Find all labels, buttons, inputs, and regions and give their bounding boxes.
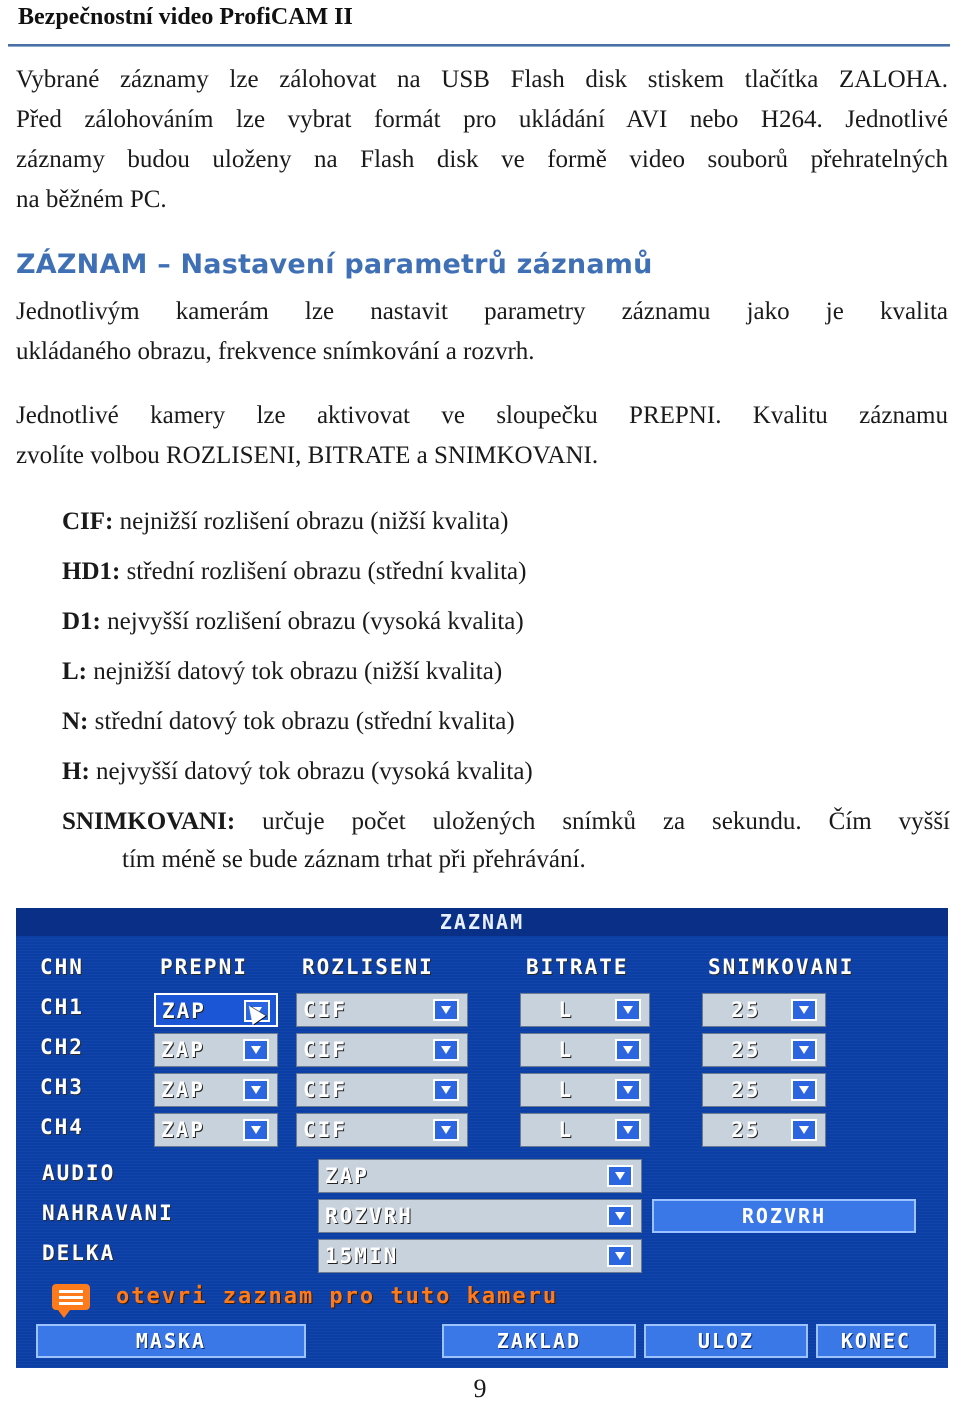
status-message: otevri zaznam pro tuto kameru	[116, 1284, 559, 1309]
dvr-menu-title: ZAZNAM	[16, 908, 948, 936]
dvr-delka-row	[32, 1236, 936, 1276]
chevron-down-icon[interactable]	[615, 999, 641, 1021]
prepni-select[interactable]	[154, 1073, 278, 1107]
section-paragraph-1	[16, 292, 948, 372]
definition-item	[62, 753, 950, 803]
bitrate-select[interactable]	[520, 1113, 650, 1147]
chevron-down-icon[interactable]	[615, 1119, 641, 1141]
definition-term: CIF:	[62, 508, 114, 535]
snimkovani-value: 25	[731, 1038, 761, 1062]
dvr-channel-row	[32, 1070, 936, 1110]
column-header-rozliseni: ROZLISENI	[302, 955, 434, 979]
dvr-nahravani-row	[32, 1196, 936, 1236]
bitrate-value: L	[558, 1038, 574, 1062]
definition-term: D1:	[62, 608, 101, 635]
chevron-down-icon[interactable]	[243, 1119, 269, 1141]
bitrate-select[interactable]	[520, 993, 650, 1027]
snimkovani-value: 25	[731, 1118, 761, 1142]
definition-text: určuje počet uložených snímků za sekundu. Čím vyšší	[235, 808, 950, 835]
dvr-record-menu-screenshot	[16, 908, 948, 1368]
bitrate-value: L	[558, 1078, 574, 1102]
chevron-down-icon[interactable]	[607, 1165, 633, 1187]
chevron-down-icon[interactable]	[243, 1039, 269, 1061]
definition-term: L:	[62, 658, 87, 685]
definition-item	[62, 703, 950, 753]
chevron-down-icon[interactable]	[607, 1245, 633, 1267]
definition-term: N:	[62, 708, 89, 735]
chevron-down-icon[interactable]	[433, 999, 459, 1021]
nahravani-label: NAHRAVANI	[42, 1201, 174, 1225]
chevron-down-icon[interactable]	[791, 1079, 817, 1101]
chevron-down-icon[interactable]	[433, 1079, 459, 1101]
delka-label: DELKA	[42, 1241, 116, 1265]
chevron-down-icon[interactable]	[433, 1039, 459, 1061]
delka-select[interactable]	[318, 1239, 642, 1273]
chevron-down-icon[interactable]	[791, 1119, 817, 1141]
definition-text: tím méně se bude záznam trhat při přehrávání.	[122, 846, 586, 873]
definition-item	[62, 653, 950, 703]
document-header-title: Bezpečnostní video ProfiCAM II	[18, 4, 353, 30]
definition-term: SNIMKOVANI:	[62, 808, 236, 835]
nahravani-value: ROZVRH	[325, 1204, 413, 1228]
delka-value: 15MIN	[325, 1244, 399, 1268]
chevron-down-icon[interactable]	[791, 1039, 817, 1061]
chevron-down-icon[interactable]	[615, 1079, 641, 1101]
definition-text: střední datový tok obrazu (střední kvalita)	[88, 708, 515, 735]
definition-text: nejnižší rozlišení obrazu (nižší kvalita)	[113, 508, 509, 535]
section-paragraph-2	[16, 396, 948, 476]
definition-item	[62, 503, 950, 553]
column-header-snimkovani: SNIMKOVANI	[708, 955, 855, 979]
chevron-down-icon[interactable]	[791, 999, 817, 1021]
chevron-down-icon[interactable]	[243, 1079, 269, 1101]
header-divider	[8, 44, 950, 46]
definition-term: HD1:	[62, 558, 121, 585]
rozliseni-value: CIF	[303, 998, 347, 1022]
chevron-down-icon[interactable]	[615, 1039, 641, 1061]
bitrate-select[interactable]	[520, 1073, 650, 1107]
paragraph-line: ukládaného obrazu, frekvence snímkování a rozvrh.	[16, 338, 535, 365]
intro-line: záznamy budou uloženy na Flash disk ve formě video souborů přehratelných	[16, 146, 948, 173]
column-header-bitrate: BITRATE	[526, 955, 629, 979]
konec-button[interactable]: KONEC	[816, 1324, 936, 1358]
snimkovani-select[interactable]	[702, 993, 826, 1027]
chevron-down-icon[interactable]	[607, 1205, 633, 1227]
rozliseni-value: CIF	[303, 1118, 347, 1142]
definition-term: H:	[62, 758, 90, 785]
page-number: 9	[473, 1374, 487, 1403]
column-header-prepni: PREPNI	[160, 955, 248, 979]
intro-paragraph	[16, 60, 948, 220]
definition-list	[62, 503, 950, 879]
chevron-down-icon[interactable]	[433, 1119, 459, 1141]
paragraph-line: Jednotlivé kamery lze aktivovat ve sloupečku PREPNI. Kvalitu záznamu	[16, 402, 948, 429]
dvr-channel-row	[32, 1110, 936, 1150]
zaklad-button[interactable]: ZAKLAD	[442, 1324, 636, 1358]
dvr-channel-row	[32, 990, 936, 1030]
definition-text: střední rozlišení obrazu (střední kvalita)	[120, 558, 527, 585]
bitrate-value: L	[558, 1118, 574, 1142]
prepni-value: ZAP	[162, 999, 206, 1023]
definition-text: nejnižší datový tok obrazu (nižší kvalita)	[87, 658, 503, 685]
dvr-channel-row	[32, 1030, 936, 1070]
rozliseni-value: CIF	[303, 1078, 347, 1102]
section-heading: ZÁZNAM – Nastavení parametrů záznamů	[16, 249, 653, 280]
definition-text: nejvyšší datový tok obrazu (vysoká kvalita)	[89, 758, 533, 785]
snimkovani-select[interactable]	[702, 1113, 826, 1147]
dvr-audio-row	[32, 1156, 936, 1196]
paragraph-line: Jednotlivým kamerám lze nastavit parametry záznamu jako je kvalita	[16, 298, 948, 325]
channel-label: CH2	[40, 1035, 84, 1059]
audio-value: ZAP	[325, 1164, 369, 1188]
snimkovani-select[interactable]	[702, 1073, 826, 1107]
prepni-value: ZAP	[161, 1078, 205, 1102]
channel-label: CH3	[40, 1075, 84, 1099]
snimkovani-value: 25	[731, 998, 761, 1022]
audio-select[interactable]	[318, 1159, 642, 1193]
nahravani-select[interactable]	[318, 1199, 642, 1233]
channel-label: CH1	[40, 995, 84, 1019]
maska-button[interactable]: MASKA	[36, 1324, 306, 1358]
prepni-select[interactable]	[154, 1033, 278, 1067]
intro-line: Před zálohováním lze vybrat formát pro ukládání AVI nebo H264. Jednotlivé	[16, 106, 948, 133]
uloz-button[interactable]: ULOZ	[644, 1324, 808, 1358]
prepni-select[interactable]	[154, 1113, 278, 1147]
definition-item	[62, 603, 950, 653]
intro-line: Vybrané záznamy lze zálohovat na USB Flash disk stiskem tlačítka ZALOHA.	[16, 66, 948, 93]
definition-text: nejvyšší rozlišení obrazu (vysoká kvalita)	[100, 608, 524, 635]
bitrate-value: L	[558, 998, 574, 1022]
prepni-value: ZAP	[161, 1038, 205, 1062]
snimkovani-value: 25	[731, 1078, 761, 1102]
definition-item	[62, 553, 950, 603]
intro-line: na běžném PC.	[16, 186, 167, 213]
message-icon	[52, 1284, 90, 1310]
definition-item	[62, 803, 950, 879]
snimkovani-select[interactable]	[702, 1033, 826, 1067]
rozliseni-value: CIF	[303, 1038, 347, 1062]
rozvrh-button[interactable]: ROZVRH	[652, 1199, 916, 1233]
column-header-chn: CHN	[40, 955, 84, 979]
rozliseni-select[interactable]	[296, 1033, 468, 1067]
bitrate-select[interactable]	[520, 1033, 650, 1067]
channel-label: CH4	[40, 1115, 84, 1139]
rozliseni-select[interactable]	[296, 1073, 468, 1107]
paragraph-line: zvolíte volbou ROZLISENI, BITRATE a SNIMKOVANI.	[16, 442, 599, 469]
audio-label: AUDIO	[42, 1161, 116, 1185]
rozliseni-select[interactable]	[296, 993, 468, 1027]
prepni-value: ZAP	[161, 1118, 205, 1142]
rozliseni-select[interactable]	[296, 1113, 468, 1147]
dvr-column-header-row	[32, 950, 936, 990]
